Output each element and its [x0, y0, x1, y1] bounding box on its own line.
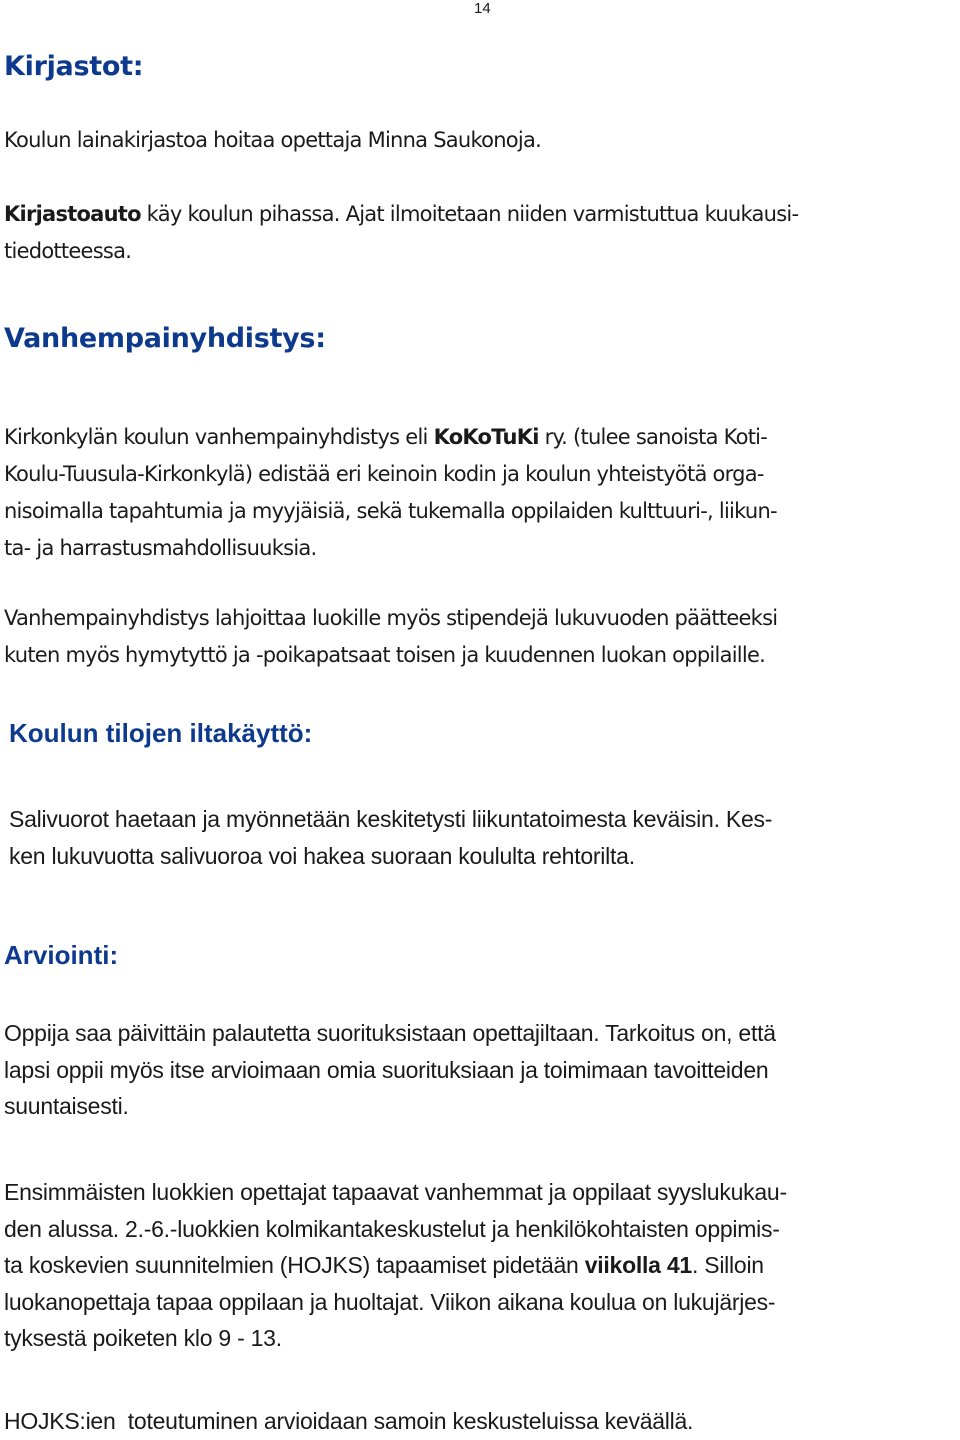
text-scholarships-line2: kuten myös hymytyttö ja -poikapatsaat toisen ja kuudennen luokan oppilaille. — [4, 643, 766, 667]
paragraph-hojks — [4, 1403, 956, 1440]
text-association-line1-pre: Kirkonkylän koulun vanhempainyhdistys eli — [4, 425, 434, 449]
text-gym-times-line2: ken lukuvuotta salivuoroa voi hakea suoraan koululta rehtorilta. — [9, 842, 635, 869]
text-association-line4: ta- ja harrastusmahdollisuuksia. — [4, 536, 317, 560]
text-scholarships-line1: Vanhempainyhdistys lahjoittaa luokille myös stipendejä lukuvuoden päätteeksi — [4, 606, 778, 630]
text-association-line1-rest: ry. (tulee sanoista Koti- — [538, 425, 768, 449]
text-library-bus-line2: tiedotteessa. — [4, 239, 132, 263]
heading-vanhempainyhdistys: Vanhempainyhdistys: — [4, 323, 326, 354]
text-hojks: HOJKS:ien toteutuminen arvioidaan samoin keskusteluissa keväällä. — [4, 1408, 694, 1434]
text-meetings-line5: tyksestä poiketen klo 9 - 13. — [4, 1325, 282, 1351]
paragraph-scholarships — [4, 600, 956, 674]
text-library-teacher: Koulun lainakirjastoa hoitaa opettaja Minna Saukonoja. — [4, 128, 541, 152]
paragraph-gym-times — [9, 801, 953, 874]
text-association-line3: nisoimalla tapahtumia ja myyjäisiä, sekä tukemalla oppilaiden kulttuuri-, liikun- — [4, 499, 777, 523]
text-meetings-line1: Ensimmäisten luokkien opettajat tapaavat vanhemmat ja oppilaat syyslukukau- — [4, 1179, 787, 1205]
text-association-line2: Koulu-Tuusula-Kirkonkylä) edistää eri keinoin kodin ja koulun yhteistyötä orga- — [4, 462, 764, 486]
heading-kirjastot: Kirjastot: — [4, 51, 144, 82]
heading-arviointi: Arviointi: — [4, 940, 119, 970]
text-feedback-line3: suuntaisesti. — [4, 1093, 129, 1119]
paragraph-library-teacher — [4, 122, 956, 159]
paragraph-library-bus — [4, 196, 956, 270]
paragraph-meetings — [4, 1174, 956, 1357]
page-number: 14 — [474, 0, 491, 17]
text-meetings-line3-rest: . Silloin — [691, 1252, 764, 1278]
text-meetings-line4: luokanopettaja tapaa oppilaan ja huoltajat. Viikon aikana koulua on lukujärjes- — [4, 1288, 776, 1315]
text-meetings-line3-pre: ta koskevien suunnitelmien (HOJKS) tapaamiset pidetään — [4, 1252, 585, 1278]
text-library-bus-line1: käy koulun pihassa. Ajat ilmoitetaan niiden varmistuttua kuukausi- — [140, 202, 799, 226]
heading-iltakaytto: Koulun tilojen iltakäyttö: — [9, 718, 313, 748]
text-association-name: KoKoTuKi — [433, 425, 539, 449]
text-meetings-week: viikolla 41 — [584, 1252, 692, 1278]
paragraph-parents-association — [4, 419, 956, 567]
paragraph-feedback — [4, 1015, 956, 1125]
text-feedback-line2: lapsi oppii myös itse arvioimaan omia suorituksiaan ja toimimaan tavoitteiden — [4, 1056, 769, 1083]
text-library-bus-bold: Kirjastoauto — [4, 202, 141, 226]
text-gym-times-line1: Salivuorot haetaan ja myönnetään keskitetysti liikuntatoimesta keväisin. Kes- — [9, 806, 773, 832]
text-feedback-line1: Oppija saa päivittäin palautetta suorituksistaan opettajiltaan. Tarkoitus on, että — [4, 1020, 776, 1046]
text-meetings-line2: den alussa. 2.-6.-luokkien kolmikantakeskustelut ja henkilökohtaisten oppimis- — [4, 1215, 780, 1242]
